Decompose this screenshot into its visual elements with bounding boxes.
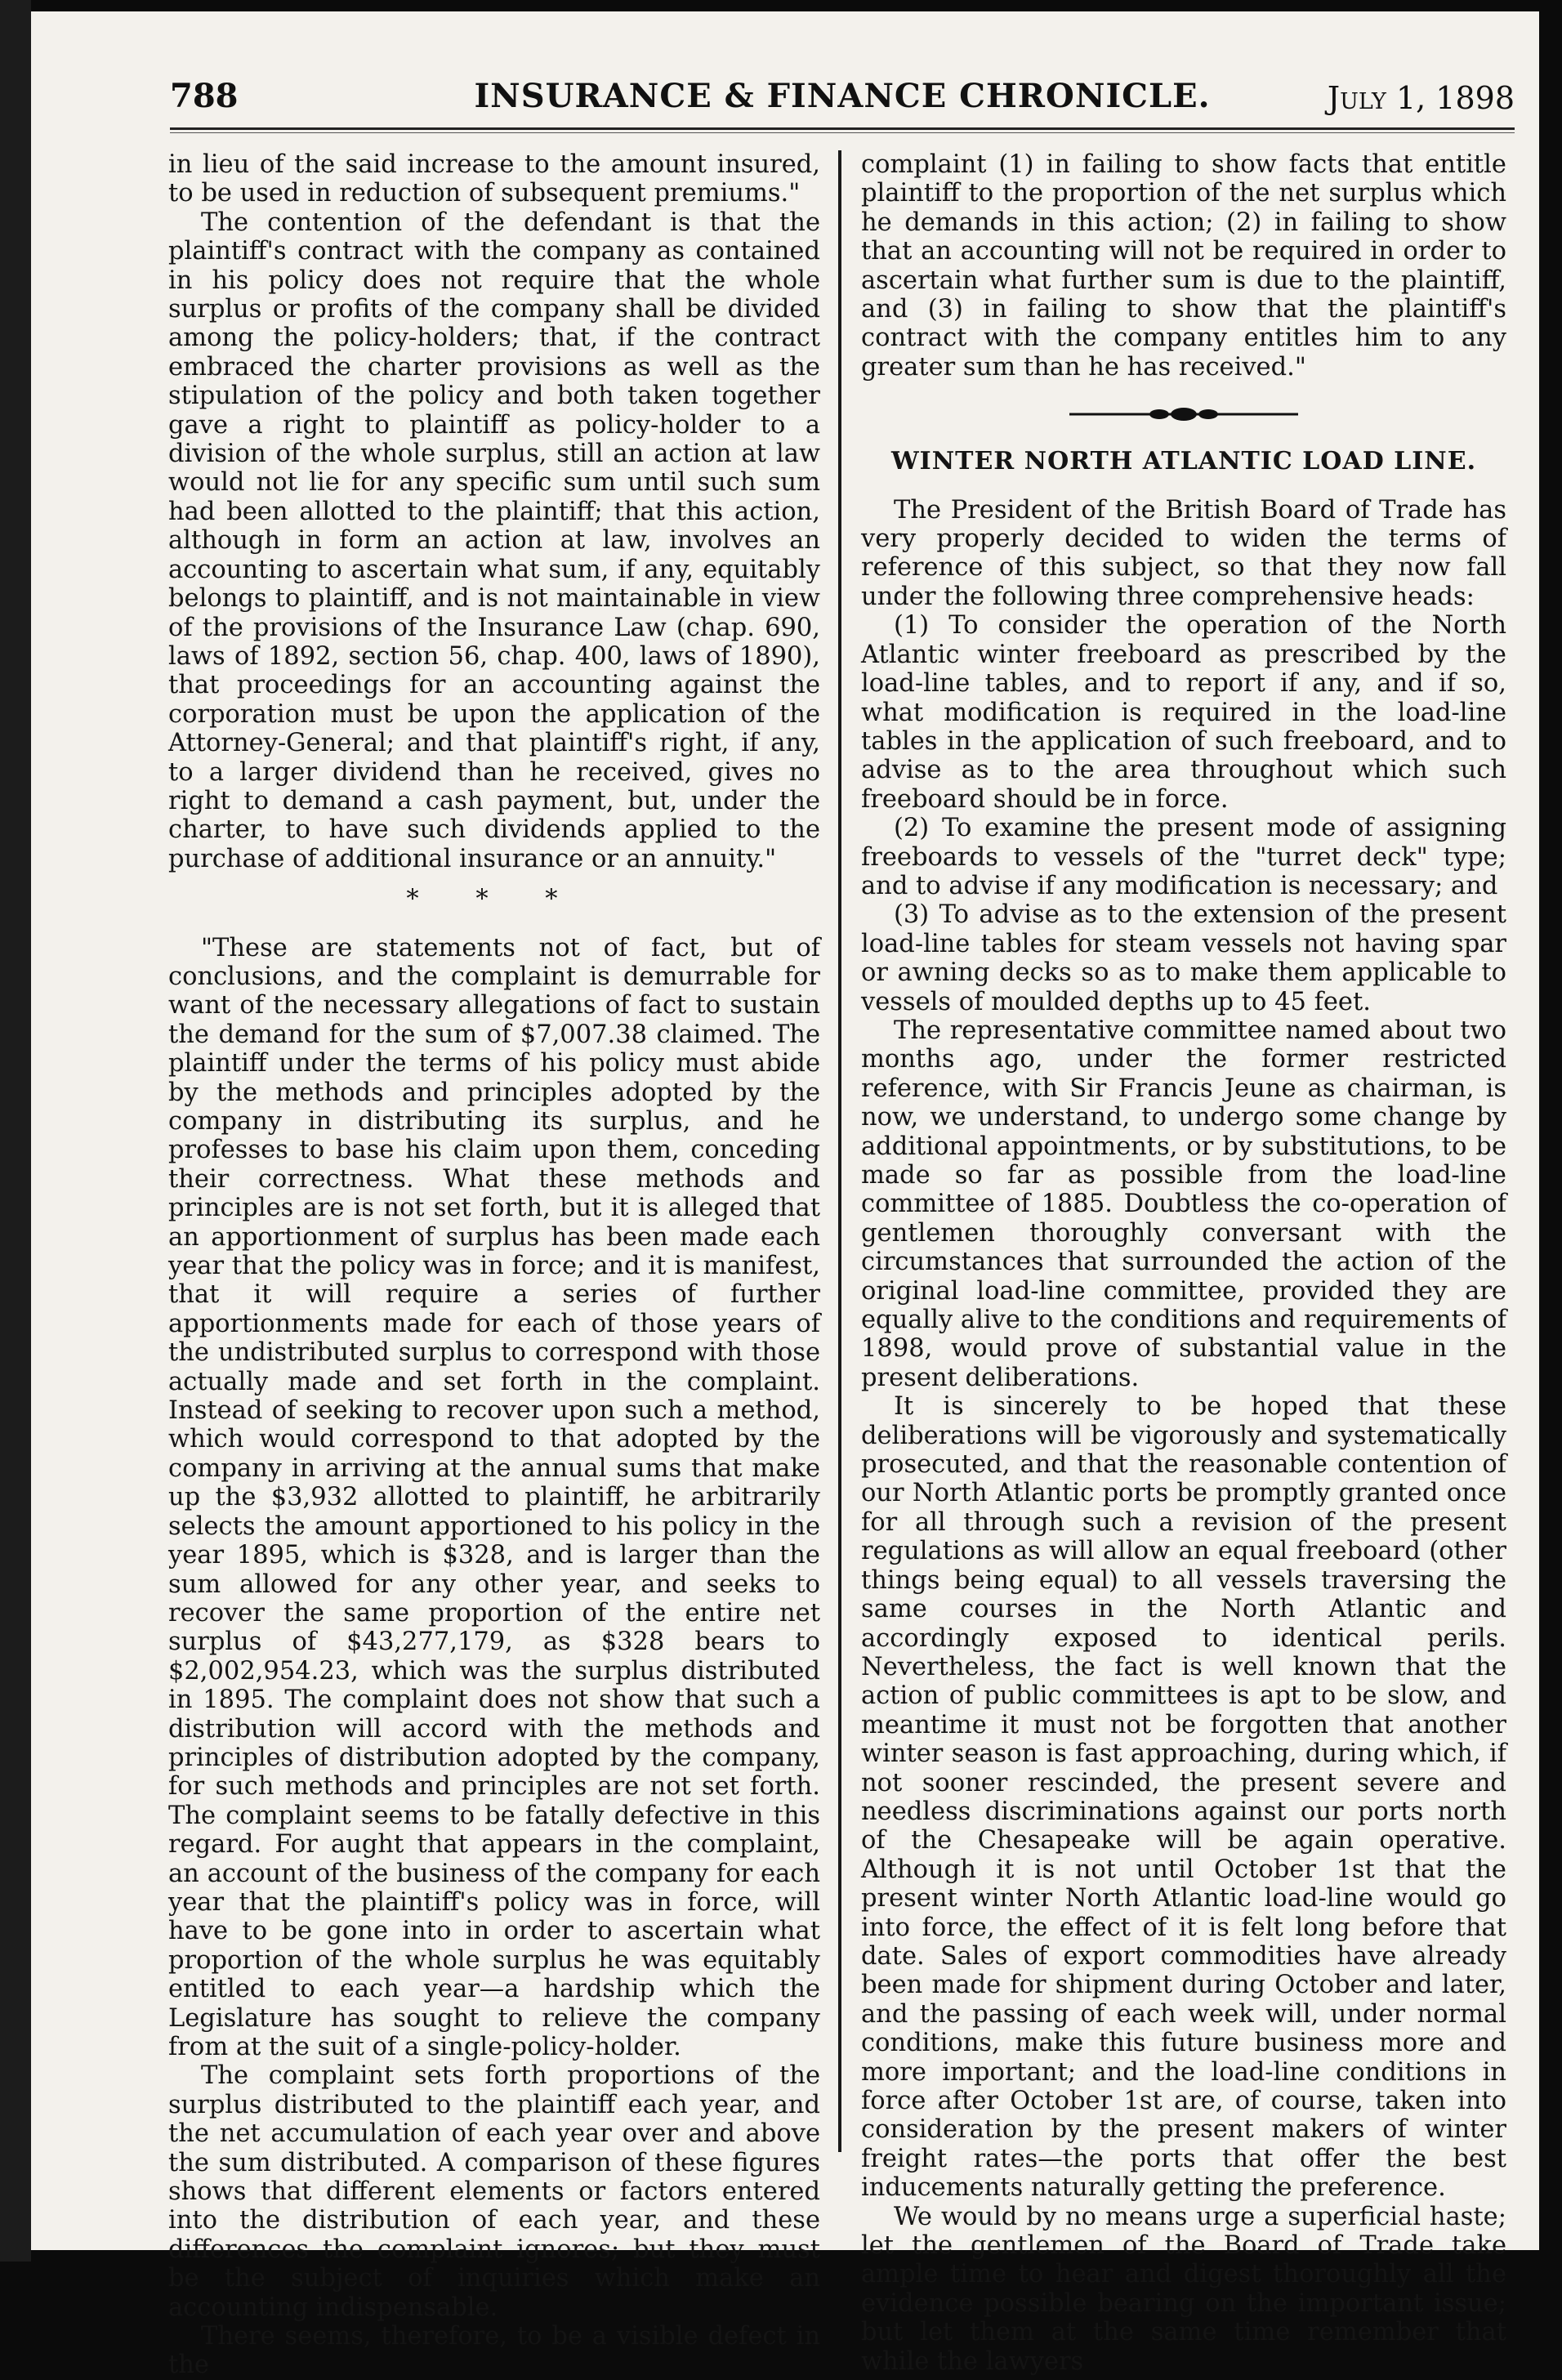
paragraph: The President of the British Board of Trade has very properly decided to widen the terms of reference of this subject, so that they now fall under the following three comprehensive heads: <box>861 495 1506 611</box>
header-rule <box>170 127 1515 133</box>
document-page <box>31 11 1539 2380</box>
paragraph: (2) To examine the present mode of assigning freeboards to vessels of the "turret deck" type; and to advise if any modification is necessary; and <box>861 814 1506 900</box>
paragraph: The complaint sets forth proportions of the surplus distributed to the plaintiff each year, and the net accumulation of each year over and above the sum distributed. A comparison of these figures shows that different elements or factors entered into the distribution of each year, and these differences the complaint ignores; but they must be the subject of inquiries which make an accounting indispensable. <box>168 2061 820 2322</box>
paragraph: The representative committee named about two months ago, under the former restricted reference, with Sir Francis Jeune as chairman, is now, we understand, to undergo some change by additional appointments, or by substitutions, to be made so far as possible from the load-line committee of 1885. Doubtless the co-operation of gentlemen thoroughly conversant with the circumstances that surrounded the action of the original load-line committee, provided they are equally alive to the conditions and requirements of 1898, would prove of substantial value in the present deliberations. <box>861 1016 1506 1392</box>
section-break: * * * <box>406 885 582 914</box>
paragraph: We would by no means urge a superficial haste; let the gentlemen of the Board of Trade take ample time to hear and digest thoroughly all the evidence possible bearing on the important issue; but let them at the same time remember that while the lawyers <box>861 2202 1506 2376</box>
column-divider <box>838 150 841 2152</box>
paragraph: (3) To advise as to the extension of the present load-line tables for steam vessels not having spar or awning decks so as to make them applicable to vessels of moulded depths up to 45 feet. <box>861 900 1506 1016</box>
section-heading: WINTER NORTH ATLANTIC LOAD LINE. <box>890 447 1477 476</box>
paragraph: There seems, therefore, to be a visible defect in the <box>168 2322 820 2380</box>
issue-date: July 1, 1898 <box>1327 80 1515 116</box>
paragraph: "These are statements not of fact, but of conclusions, and the complaint is demurrable for want of the necessary allegations of fact to sustain the demand for the sum of $7,007.38 claimed. The plaintiff under the terms of his policy must abide by the methods and principles adopted by the company in distributing its surplus, and he professes to base his claim upon them, conceding their correctness. What these methods and principles are is not set forth, but it is alleged that an apportionment of surplus has been made each year that the policy was in force; and it is manifest, that it will require a series of further apportionments made for each of those years of the undistributed surplus to correspond with those actually made and set forth in the complaint. Instead of seeking to recover upon such a method, which would correspond to that adopted by the company in arriving at the annual sums that make up the $3,932 allotted to plaintiff, he arbitrarily selects the amount apportioned to his policy in the year 1895, which is $328, and is larger than the sum allowed for any other year, and seeks to recover the same proportion of the entire net surplus of $43,277,179, as $328 bears to $2,002,954.23, which was the surplus distributed in 1895. The complaint does not show that such a distribution will accord with the methods and principles of distribution adopted by the company, for such methods and principles are not set forth. The complaint seems to be fatally defective in this regard. For aught that appears in the complaint, an account of the business of the company for each year that the plaintiff's policy was in force, will have to be gone into in order to ascertain what proportion of the whole surplus he was equitably entitled to each year—a hardship which the Legislature has sought to relieve the company from at the suit of a single-policy-holder. <box>168 933 820 2061</box>
page-number: 788 <box>170 77 239 115</box>
page-header <box>170 69 1515 126</box>
left-column <box>168 150 820 2380</box>
scan-border <box>0 0 31 2262</box>
right-column <box>861 150 1506 2376</box>
paragraph: The contention of the defendant is that the plaintiff's contract with the company as contained in his policy does not require that the whole surplus or profits of the company shall be divided among the policy-holders; that, if the contract embraced the charter provisions as well as the stipulation of the policy and both taken together gave a right to plaintiff as policy-holder to a division of the whole surplus, still an action at law would not lie for any specific sum until such sum had been allotted to the plaintiff; that this action, although in form an action at law, involves an accounting to ascertain what sum, if any, equitably belongs to plaintiff, and is not maintainable in view of the provisions of the Insurance Law (chap. 690, laws of 1892, section 56, chap. 400, laws of 1890), that proceedings for an accounting against the corporation must be upon the application of the Attorney-General; and that plaintiff's right, if any, to a larger dividend than he received, gives no right to demand a cash payment, but, under the charter, to have such dividends applied to the purchase of additional insurance or an annuity." <box>168 208 820 873</box>
publication-title: INSURANCE & FINANCE CHRONICLE. <box>474 77 1211 115</box>
paragraph: (1) To consider the operation of the North Atlantic winter freeboard as prescribed by the load-line tables, and to report if any, and if so, what modification is required in the load-line tables in the application of such freeboard, and to advise as to the area throughout which such freeboard should be in force. <box>861 611 1506 814</box>
paragraph: It is sincerely to be hoped that these deliberations will be vigorously and systematically prosecuted, and that the reasonable contention of our North Atlantic ports be promptly granted once for all through such a revision of the present regulations as will allow an equal freeboard (other things being equal) to all vessels traversing the same courses in the North Atlantic and accordingly exposed to identical perils. Nevertheless, the fact is well known that the action of public committees is apt to be slow, and meantime it must not be forgotten that another winter season is fast approaching, during which, if not sooner rescinded, the present severe and needless discriminations against our ports north of the Chesapeake will be again operative. Although it is not until October 1st that the present winter North Atlantic load-line would go into force, the effect of it is felt long before that date. Sales of export commodities have already been made for shipment during October and later, and the passing of each week will, under normal conditions, make this future business more and more important; and the load-line conditions in force after October 1st are, of course, taken into consideration by the present makers of winter freight rates—the ports that offer the best inducements naturally getting the preference. <box>861 1392 1506 2203</box>
ornament-rule-icon <box>1069 406 1298 422</box>
ornament-divider <box>861 406 1506 422</box>
paragraph: complaint (1) in failing to show facts that entitle plaintiff to the proportion of the net surplus which he demands in this action; (2) in failing to show that an accounting will not be required in order to ascertain what further sum is due to the plaintiff, and (3) in failing to show that the plaintiff's contract with the company entitles him to any greater sum than he has received." <box>861 150 1506 382</box>
paragraph: in lieu of the said increase to the amount insured, to be used in reduction of subsequent premiums." <box>168 150 820 208</box>
